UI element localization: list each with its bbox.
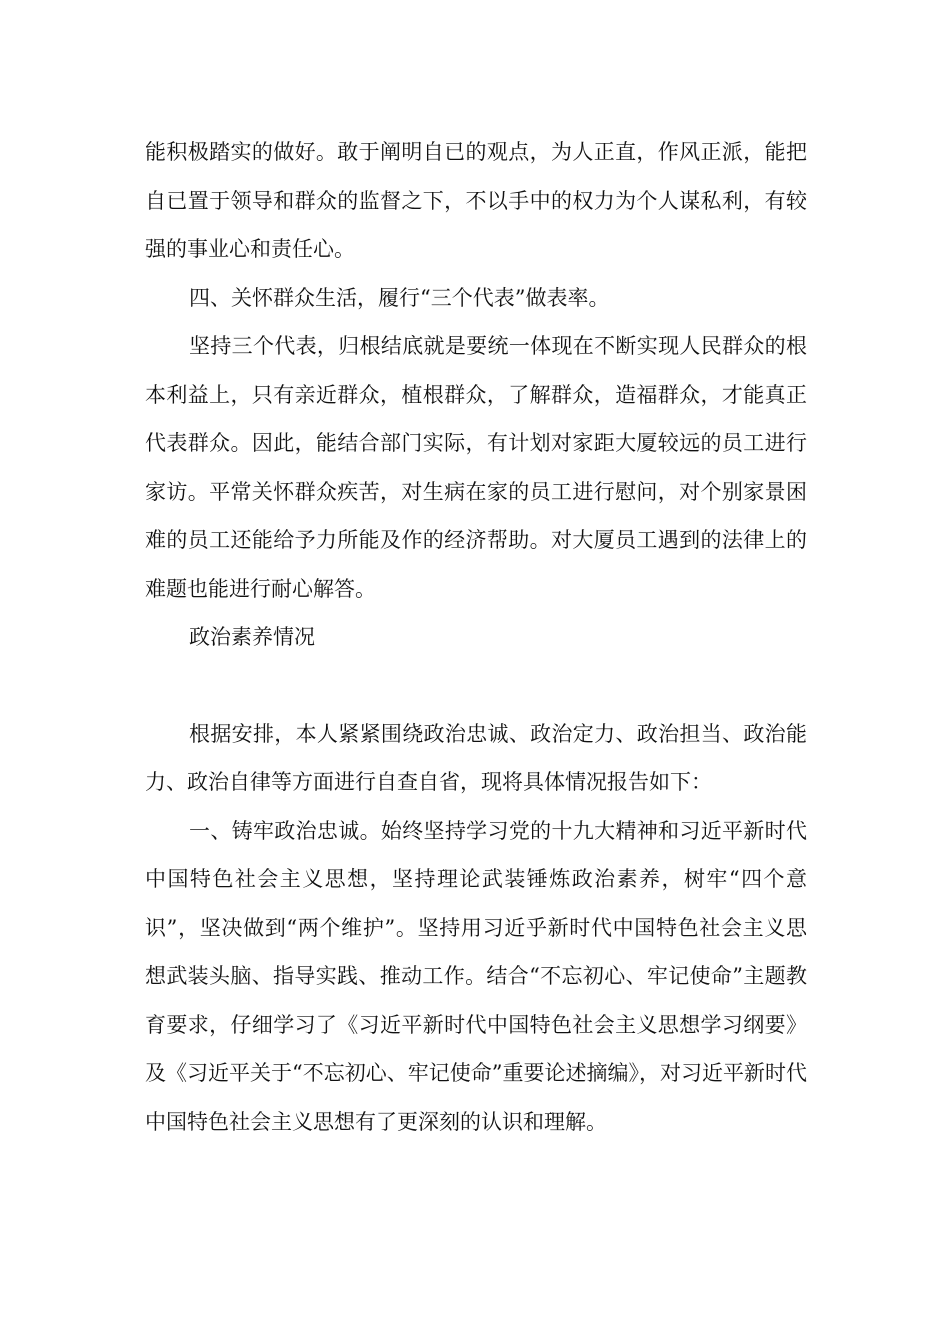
blank-line (145, 662, 807, 710)
section-title-political-quality: 政治素养情况 (189, 625, 315, 649)
paragraph-introduction: 根据安排，本人紧紧围绕政治忠诚、政治定力、政治担当、政治能力、政治自律等方面进行自查自省，现将具体情况报告如下： (145, 721, 807, 794)
document-body (145, 128, 807, 1146)
paragraph-political-loyalty: 一、铸牢政治忠诚。始终坚持学习党的十九大精神和习近平新时代中国特色社会主义思想，坚持理论武装锤炼政治素养，树牢“四个意识”，坚决做到“两个维护”。坚持用习近乎新时代中国特色社会主义思想武装头脑、指导实践、推动工作。结合“不忘初心、牢记使命”主题教育要求，仔细学习了《习近平新时代中国特色社会主义思想学习纲要》及《习近平关于“不忘初心、牢记使命”重要论述摘编》，对习近平新时代中国特色社会主义思想有了更深刻的认识和理解。 (145, 818, 807, 1134)
section-heading-four: 四、关怀群众生活，履行“三个代表”做表率。 (189, 285, 610, 310)
paragraph-continuation: 能积极踏实的做好。敢于阐明自已的观点，为人正直，作风正派，能把自已置于领导和群众的监督之下，不以手中的权力为个人谋私利，有较强的事业心和责任心。 (145, 140, 807, 261)
paragraph-three-represents: 坚持三个代表，归根结底就是要统一体现在不断实现人民群众的根本利益上，只有亲近群众，植根群众，了解群众，造福群众，才能真正代表群众。因此，能结合部门实际，有计划对家距大厦较远的员工进行家访。平常关怀群众疾苦，对生病在家的员工进行慰问，对个别家景困难的员工还能给予力所能及作的经济帮助。对大厦员工遇到的法律上的难题也能进行耐心解答。 (145, 334, 807, 601)
